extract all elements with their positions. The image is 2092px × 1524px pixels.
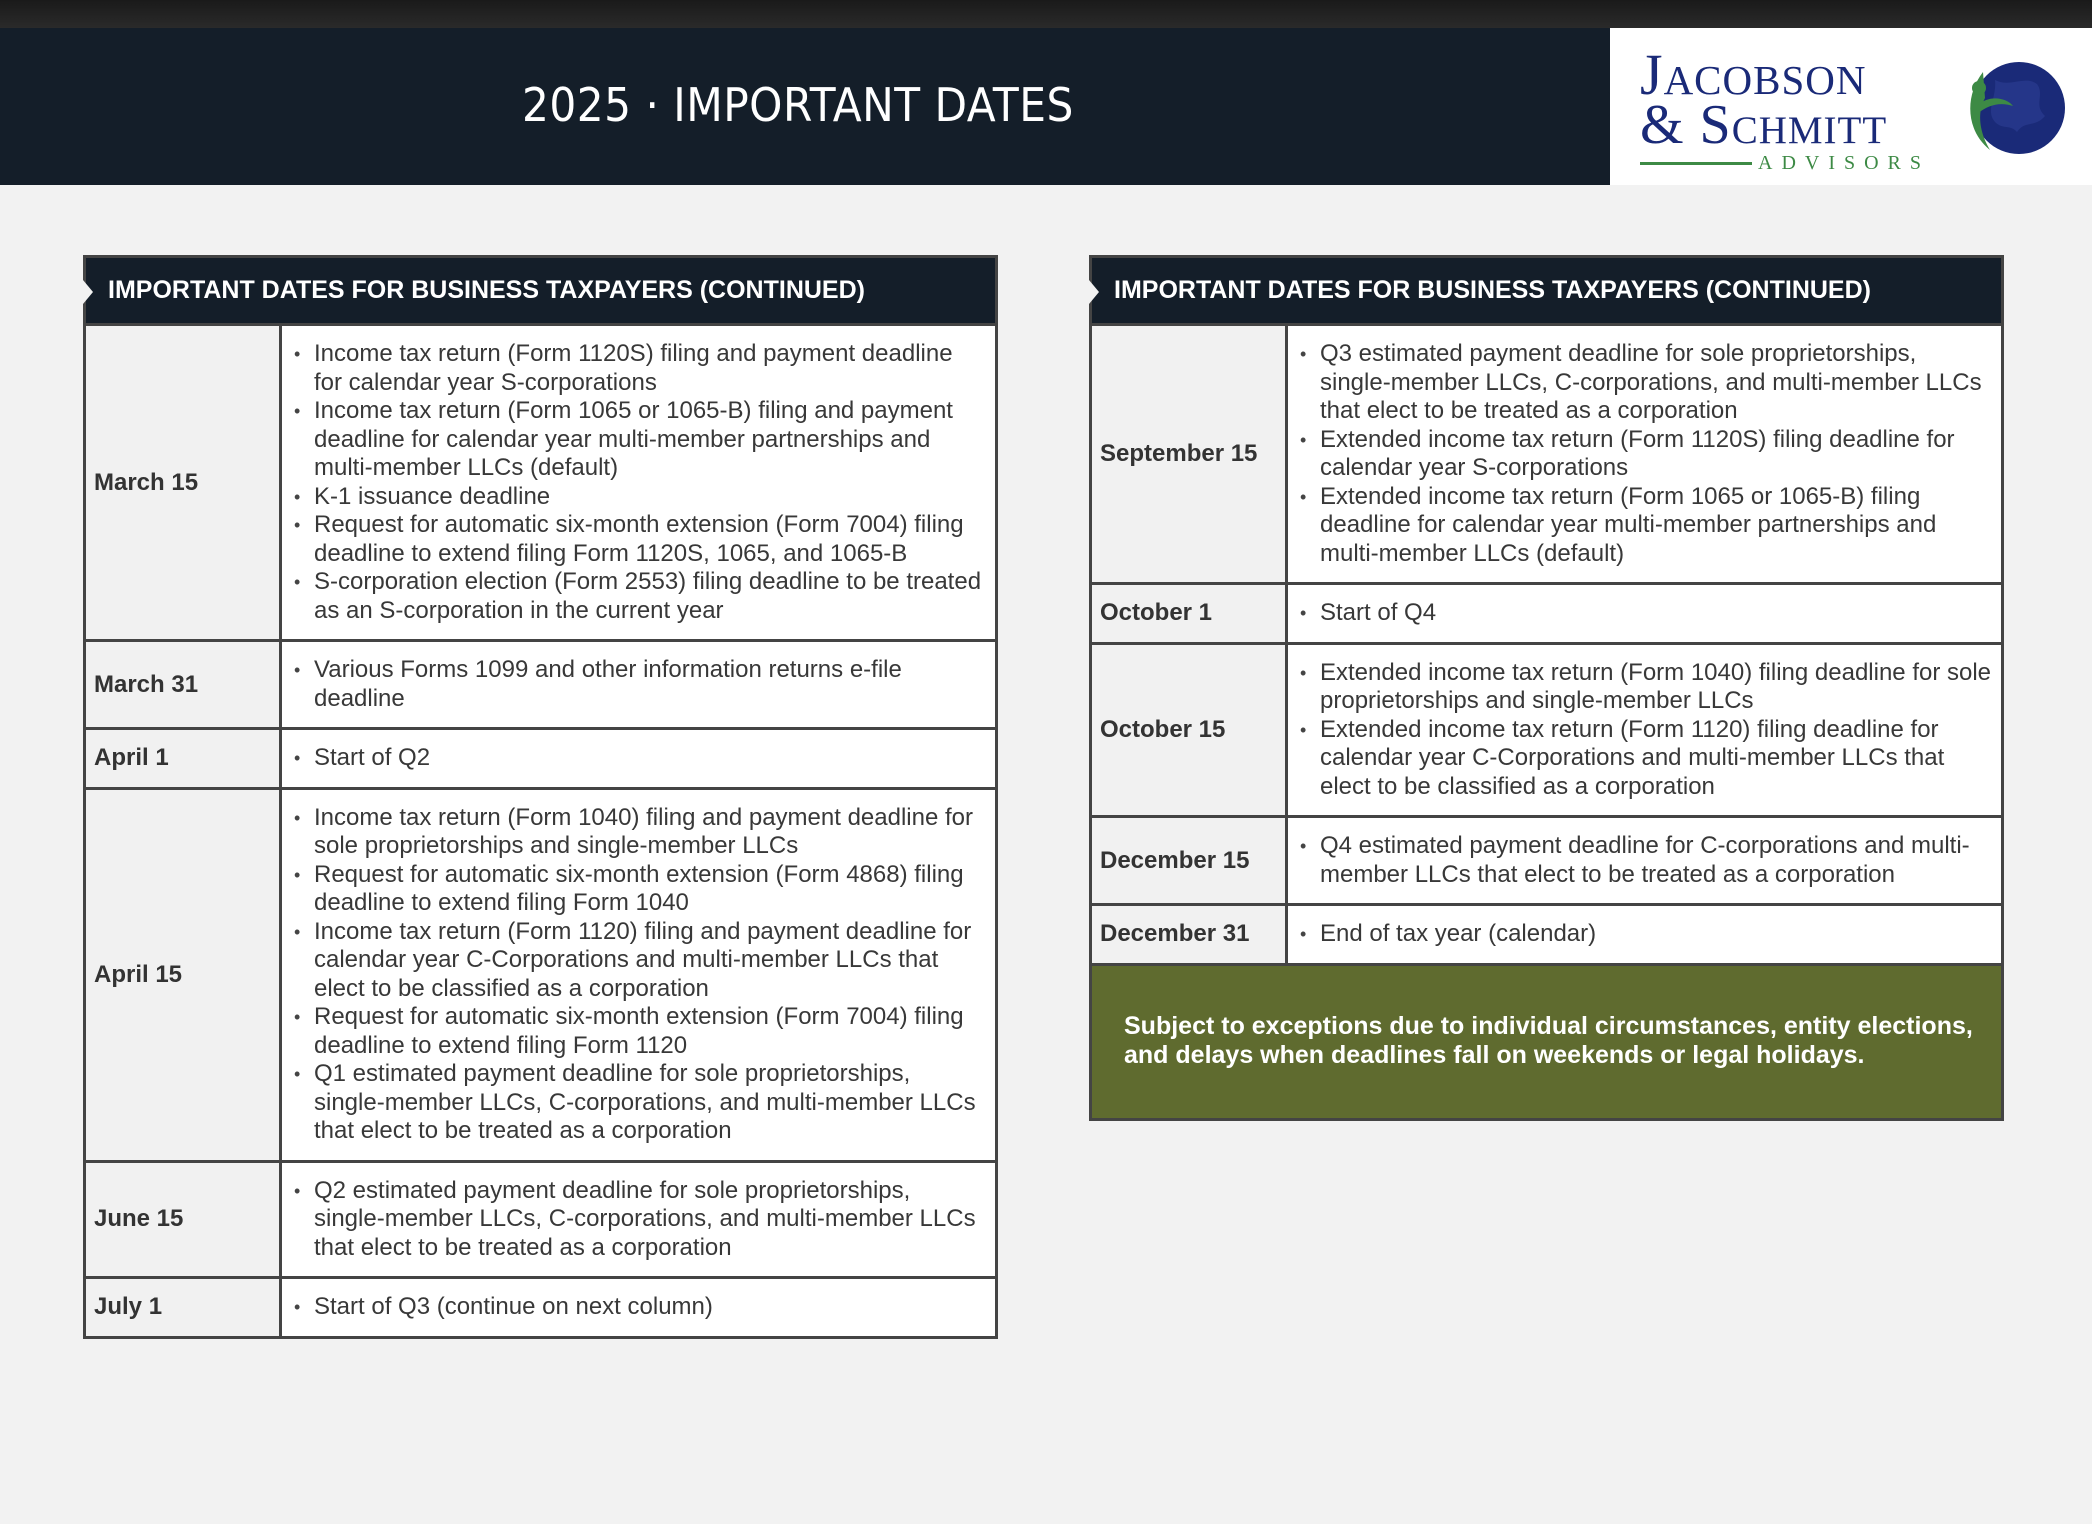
deadline-item: • Extended income tax return (Form 1120) filing deadline for calendar year C-Corporations and multi-member LLCs that elect to be classified as a corporation [1300, 716, 1991, 802]
table-row [86, 326, 995, 639]
deadline-item: • Start of Q2 [294, 744, 985, 773]
deadline-list [294, 656, 985, 713]
deadline-list [294, 1293, 985, 1322]
date-cell: April 1 [86, 730, 282, 787]
table-row [86, 639, 995, 727]
date-cell: March 31 [86, 642, 282, 727]
date-cell: December 31 [1092, 906, 1288, 963]
deadline-item: • Request for automatic six-month extension (Form 7004) filing deadline to extend filing Form 1120S, 1065, and 1065-B [294, 511, 985, 568]
logo-line-3: ADVISORS [1758, 152, 1931, 174]
date-cell: July 1 [86, 1279, 282, 1336]
deadline-list [1300, 920, 1991, 949]
disclaimer-note: Subject to exceptions due to individual circumstances, entity elections, and delays when deadlines fall on weekends or legal holidays. [1092, 963, 2001, 1118]
header-notch [1089, 280, 1099, 304]
deadline-item: • Extended income tax return (Form 1120S) filing deadline for calendar year S-corporations [1300, 426, 1991, 483]
company-logo [1610, 28, 2092, 185]
deadline-list-cell [1288, 645, 2001, 816]
page-header [0, 28, 1610, 185]
logo-rule [1640, 162, 1752, 165]
deadline-item: • Income tax return (Form 1040) filing and payment deadline for sole proprietorships and single-member LLCs [294, 804, 985, 861]
table-row [86, 1276, 995, 1336]
date-cell: April 15 [86, 790, 282, 1160]
deadline-item: • Various Forms 1099 and other information returns e-file deadline [294, 656, 985, 713]
table-title: IMPORTANT DATES FOR BUSINESS TAXPAYERS (CONTINUED) [1114, 276, 1871, 304]
table-row [1092, 903, 2001, 963]
table-row [1092, 642, 2001, 816]
date-cell: September 15 [1092, 326, 1288, 582]
deadline-item: • Q1 estimated payment deadline for sole proprietorships, single-member LLCs, C-corporations, and multi-member LLCs that elect to be treated as a corporation [294, 1060, 985, 1146]
table-row [1092, 326, 2001, 582]
deadline-item: • End of tax year (calendar) [1300, 920, 1991, 949]
deadline-list [1300, 832, 1991, 889]
deadline-item: • K-1 issuance deadline [294, 483, 985, 512]
deadline-list-cell [1288, 906, 2001, 963]
date-cell: October 1 [1092, 585, 1288, 642]
date-cell: June 15 [86, 1163, 282, 1277]
table-header [1092, 258, 2001, 326]
table-row [86, 727, 995, 787]
deadline-list-cell [1288, 326, 2001, 582]
deadline-list [1300, 340, 1991, 568]
deadline-list-cell [282, 1163, 995, 1277]
header-notch [83, 280, 93, 304]
date-cell: March 15 [86, 326, 282, 639]
logo-line-2: & Schmitt [1640, 94, 1888, 156]
table-row [86, 787, 995, 1160]
table-header [86, 258, 995, 326]
deadline-item: • Q2 estimated payment deadline for sole proprietorships, single-member LLCs, C-corporations, and multi-member LLCs that elect to be treated as a corporation [294, 1177, 985, 1263]
deadline-list-cell [282, 730, 995, 787]
logo-line-1: Jacobson [1640, 42, 1867, 107]
table-row [86, 1160, 995, 1277]
deadline-list-cell [1288, 585, 2001, 642]
date-cell: October 15 [1092, 645, 1288, 816]
deadline-item: • Q3 estimated payment deadline for sole proprietorships, single-member LLCs, C-corporations, and multi-member LLCs that elect to be treated as a corporation [1300, 340, 1991, 426]
table-body [86, 326, 995, 1336]
deadline-item: • Extended income tax return (Form 1040) filing deadline for sole proprietorships and single-member LLCs [1300, 659, 1991, 716]
deadline-item: • S-corporation election (Form 2553) filing deadline to be treated as an S-corporation in the current year [294, 568, 985, 625]
globe-icon [1955, 50, 2070, 165]
deadline-list-cell [282, 1279, 995, 1336]
deadline-item: • Request for automatic six-month extension (Form 4868) filing deadline to extend filing Form 1040 [294, 861, 985, 918]
deadline-list [294, 804, 985, 1146]
deadline-item: • Extended income tax return (Form 1065 or 1065-B) filing deadline for calendar year multi-member partnerships and multi-member LLCs (default) [1300, 483, 1991, 569]
deadline-item: • Start of Q4 [1300, 599, 1991, 628]
deadline-item: • Q4 estimated payment deadline for C-corporations and multi-member LLCs that elect to be treated as a corporation [1300, 832, 1991, 889]
deadline-list [294, 1177, 985, 1263]
right-dates-table [1089, 255, 2004, 1121]
table-row [1092, 582, 2001, 642]
deadline-item: • Start of Q3 (continue on next column) [294, 1293, 985, 1322]
table-body [1092, 326, 2001, 963]
deadline-list-cell [1288, 818, 2001, 903]
deadline-list [1300, 599, 1991, 628]
page-title: 2025 · IMPORTANT DATES [522, 78, 1074, 132]
deadline-list-cell [282, 326, 995, 639]
deadline-list-cell [282, 790, 995, 1160]
logo-wordmark [1640, 42, 1931, 175]
deadline-item: • Income tax return (Form 1120S) filing and payment deadline for calendar year S-corporations [294, 340, 985, 397]
deadline-item: • Income tax return (Form 1065 or 1065-B) filing and payment deadline for calendar year multi-member partnerships and multi-member LLCs (default) [294, 397, 985, 483]
top-bar [0, 0, 2092, 28]
deadline-item: • Income tax return (Form 1120) filing and payment deadline for calendar year C-Corporations and multi-member LLCs that elect to be classified as a corporation [294, 918, 985, 1004]
table-row [1092, 815, 2001, 903]
deadline-item: • Request for automatic six-month extension (Form 7004) filing deadline to extend filing Form 1120 [294, 1003, 985, 1060]
deadline-list [1300, 659, 1991, 802]
deadline-list [294, 340, 985, 625]
deadline-list-cell [282, 642, 995, 727]
left-dates-table [83, 255, 998, 1339]
date-cell: December 15 [1092, 818, 1288, 903]
table-title: IMPORTANT DATES FOR BUSINESS TAXPAYERS (CONTINUED) [108, 276, 865, 304]
deadline-list [294, 744, 985, 773]
